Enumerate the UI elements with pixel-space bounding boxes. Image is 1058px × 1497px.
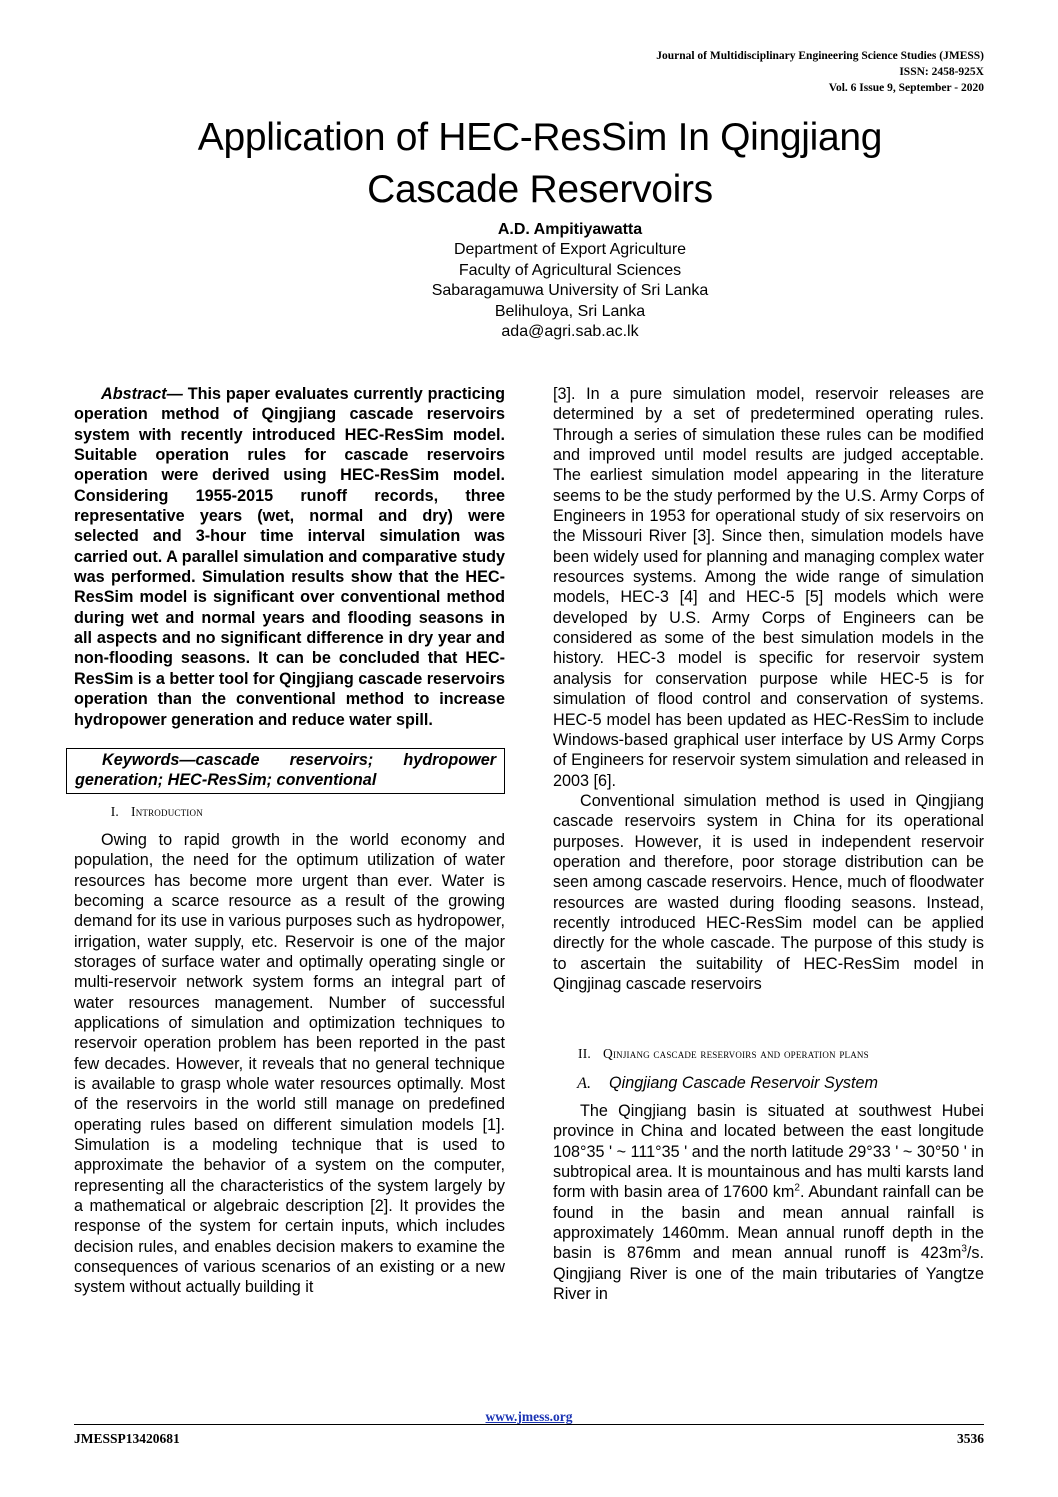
basin-paragraph — [553, 1101, 984, 1304]
journal-issn: ISSN: 2458-925X — [899, 66, 984, 78]
section-title: Qinjiang cascade reservoirs and operation plans — [603, 1046, 869, 1062]
abstract-lead: Abstract— — [101, 385, 183, 403]
basin-text-c: /s. Qingjiang River is one of the main tributaries of Yangtze River in — [553, 1244, 984, 1304]
intro-paragraph-1: Owing to rapid growth in the world economy and population, the need for the optimum utilization of water resources has become more urgent than ever. Water is becoming a scarce resource as a result of the growing demand for its use in various purposes such as hydropower, irrigation, water supply, etc. Reservoir is one of the major storages of surface water and optimally operating single or multi-reservoir network system forms an integral part of water resources management. Number of successful applications of simulation and optimization techniques to reservoir operation problem has been reported in the past few decades. However, it reveals that no general technique is available to grasp whole water resources optimally. Most of the reservoirs in the world still manage on predefined operating rules based on different simulation models [1]. Simulation is a modeling technique that is used to approximate the behavior of a system on the computer, representing all the characteristics of the system largely by a mathematical or algebraic description [2]. It provides the response of the system for certain inputs, which includes decision rules, and enables decision makers to examine the consequences of various scenarios of an existing or a new system without actually building it — [74, 830, 505, 1297]
footer-paper-id: JMESSP13420681 — [74, 1431, 180, 1446]
area-superscript: 2 — [794, 1182, 800, 1194]
section-title: Introduction — [131, 803, 203, 819]
section-heading-qinjiang — [553, 1044, 984, 1064]
footer-url-link[interactable]: www.jmess.org — [485, 1409, 573, 1424]
flow-superscript: 3 — [961, 1244, 967, 1256]
author-university: Sabaragamuwa University of Sri Lanka — [431, 282, 709, 300]
footer-page-number: 3536 — [957, 1431, 984, 1446]
section-heading-introduction — [74, 802, 505, 822]
keywords-box: Keywords—cascade reservoirs; hydropower generation; HEC-ResSim; conventional — [66, 748, 505, 794]
footer-divider — [74, 1424, 984, 1425]
subsection-title: Qingjiang Cascade Reservoir System — [609, 1073, 879, 1092]
title-line-1: Application of HEC-ResSim In Qingjiang — [197, 116, 883, 159]
journal-name: Journal of Multidisciplinary Engineering Science Studies (JMESS) — [656, 50, 984, 62]
intro-paragraph-1-continued: [3]. In a pure simulation model, reservoir releases are determined by a set of predetermined operating rules. Through a series of simulation these rules can be modified and improved until model results are judged acceptable. The earliest simulation model appearing in the literature seems to be the study performed by the U.S. Army Corps of Engineers in 1953 for operational study of six reservoirs on the Missouri River [3]. Since then, simulation models have been widely used for planning and managing complex water resources systems. Among the wide range of simulation models, HEC-3 [4] and HEC-5 [5] models which were developed by U.S. Army Corps of Engineers can be considered as some of the best simulation models in the history. HEC-3 model is specific for reservoir system analysis for conservation purpose while HEC-5 is for simulation of flood control and conservation of systems. HEC-5 model has been updated as HEC-ResSim to include Windows-based graphical user interface by US Army Corps of Engineers for reservoir system simulation and released in 2003 [6]. — [553, 385, 984, 790]
author-location: Belihuloya, Sri Lanka — [494, 302, 646, 320]
left-column — [74, 384, 505, 1298]
title-line-2: Cascade Reservoirs — [367, 168, 713, 211]
section-number: II. — [578, 1046, 591, 1062]
journal-volume: Vol. 6 Issue 9, September - 2020 — [828, 82, 984, 94]
basin-text-b: . Abundant rainfall can be found in the basin and mean annual rainfall is approximately 1460mm. Mean annual runoff depth in the basin is 876mm and mean annual runoff is 423m — [553, 1183, 984, 1263]
section-number: I. — [110, 803, 119, 819]
author-name: A.D. Ampitiyawatta — [497, 221, 643, 238]
author-email[interactable]: ada@agri.sab.ac.lk — [501, 323, 639, 341]
author-faculty: Faculty of Agricultural Sciences — [458, 261, 682, 279]
author-department: Department of Export Agriculture — [453, 241, 687, 259]
journal-header — [656, 48, 984, 96]
abstract-text: This paper evaluates currently practicing operation method of Qingjiang cascade reservoirs system with recently introduced HEC-ResSim model. Suitable operation rules for cascade reservoirs operation were derived using HEC-ResSim model. Considering 1955-2015 runoff records, three representative years (wet, normal and dry) were selected and 3-hour time interval simulation was carried out. A parallel simulation and comparative study was performed. Simulation results show that the HEC-ResSim model is significant over conventional method during wet and normal years and flooding seasons in all aspects and no significant difference in dry year and non-flooding seasons. It can be concluded that HEC-ResSim is a better tool for Qingjiang cascade reservoirs operation than the conventional method to increase hydropower generation and reduce water spill. — [74, 385, 505, 729]
right-column — [553, 384, 984, 1304]
subsection-heading — [553, 1073, 984, 1093]
author-block — [330, 220, 810, 342]
subsection-number: A. — [577, 1073, 591, 1092]
intro-paragraph-2: Conventional simulation method is used in Qingjiang cascade reservoirs system in China for its operational purposes. However, it is used in independent reservoir operation and therefore, poor storage distribution can be seen among cascade reservoirs. Hence, much of floodwater resources are wasted during flooding seasons. Instead, recently introduced HEC-ResSim model can be applied directly for the whole cascade. The purpose of this study is to ascertain the suitability of HEC-ResSim model in Qingjinag cascade reservoirs — [553, 791, 984, 993]
abstract — [74, 384, 505, 730]
paper-title — [130, 112, 950, 216]
basin-text-a: The Qingjiang basin is situated at southwest Hubei province in China and located between the east longitude 108°35 ' ~ 111°35 ' and the north latitude 29°33 ' ~ 30°50 ' in subtropical area. It is mountainous and has multi karsts land form with basin area of 17600 km — [553, 1102, 984, 1202]
